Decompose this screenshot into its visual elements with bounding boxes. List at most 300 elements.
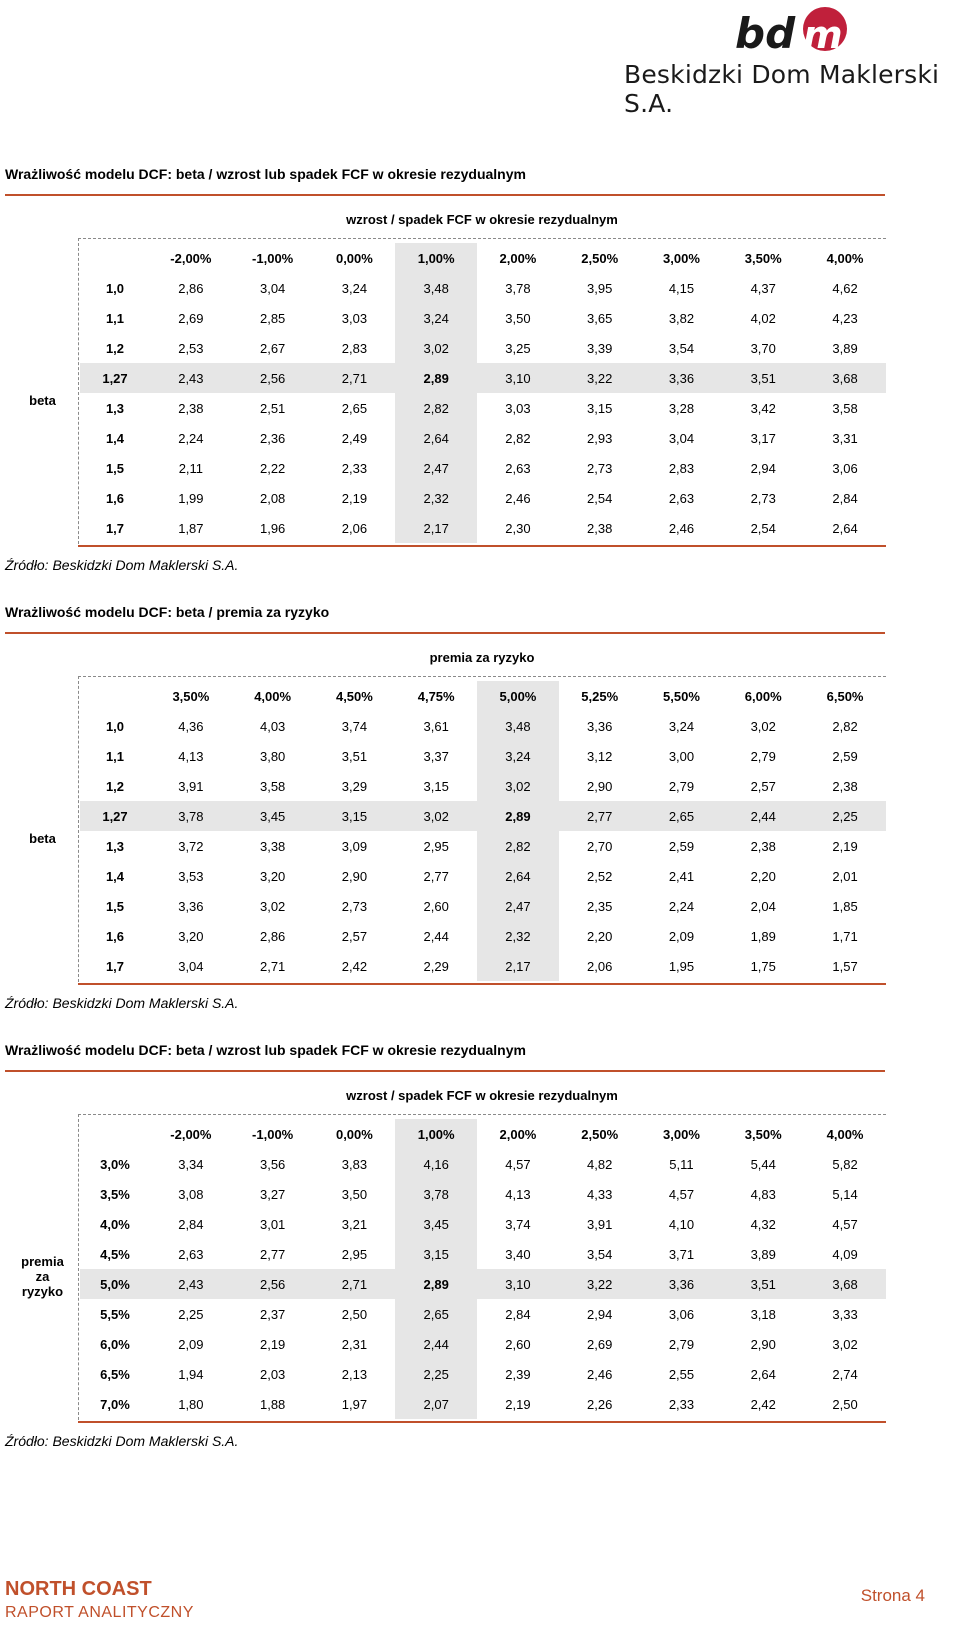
table-cell: 2,47 (395, 453, 477, 483)
column-header: 2,00% (499, 1126, 537, 1142)
bdm-logo (735, 4, 855, 56)
corner-cell (80, 1119, 150, 1149)
table-cell: 1,95 (668, 958, 695, 974)
row-label: 1,3 (105, 400, 125, 416)
table-row (80, 1269, 886, 1299)
row-label: 1,3 (105, 838, 125, 854)
table-cell: 3,20 (259, 868, 286, 884)
table-cell: 3,45 (232, 801, 314, 831)
table-cell: 3,54 (587, 1246, 613, 1262)
section-title: Wrażliwość modelu DCF: beta / wzrost lub spadek FCF w okresie rezydualnym (5, 1042, 526, 1058)
table-row (80, 741, 886, 771)
table-row (80, 363, 886, 393)
table-cell: 4,62 (832, 280, 858, 296)
table-header-row (80, 1119, 886, 1149)
table-cell: 3,65 (587, 310, 613, 326)
table-cell: 2,59 (832, 748, 858, 764)
column-axis-label: wzrost / spadek FCF w okresie rezydualnym (346, 212, 618, 227)
table-cell: 2,42 (341, 958, 368, 974)
section-title: Wrażliwość modelu DCF: beta / premia za ryzyko (5, 604, 330, 620)
table-cell: 3,09 (341, 838, 368, 854)
table-cell: 5,82 (832, 1156, 858, 1172)
title-rule (5, 194, 885, 196)
table-cell: 2,57 (750, 778, 776, 794)
row-label: 4,0% (100, 1216, 130, 1232)
row-axis-label: beta (29, 392, 56, 408)
table-cell: 3,51 (722, 363, 804, 393)
table-cell: 2,46 (587, 1366, 613, 1382)
table-cell: 2,82 (832, 718, 858, 734)
table-cell: 2,06 (341, 520, 368, 536)
row-label: 1,27 (80, 801, 150, 831)
table-cell: 2,70 (587, 838, 613, 854)
table-cell: 1,71 (832, 928, 858, 944)
table-cell: 4,36 (178, 718, 204, 734)
table-cell: 3,02 (832, 1336, 858, 1352)
table-cell: 3,68 (804, 1269, 886, 1299)
table-cell: 2,46 (505, 490, 531, 506)
table-cell: 4,57 (668, 1186, 695, 1202)
section-title: Wrażliwość modelu DCF: beta / wzrost lub spadek FCF w okresie rezydualnym (5, 166, 526, 182)
table-cell: 1,85 (832, 898, 858, 914)
table-cell: 1,96 (259, 520, 286, 536)
table-cell: 2,86 (259, 928, 286, 944)
table-cell: 2,08 (259, 490, 286, 506)
row-label: 1,5 (105, 460, 125, 476)
table-cell: 2,30 (505, 520, 531, 536)
table-cell: 3,03 (505, 400, 531, 416)
row-label: 1,6 (105, 928, 125, 944)
table-cell: 3,10 (477, 363, 559, 393)
table-cell: 2,25 (804, 801, 886, 831)
row-label: 1,5 (105, 898, 125, 914)
column-header: 6,50% (826, 688, 864, 704)
table-cell: 2,37 (259, 1306, 286, 1322)
table-cell: 4,09 (832, 1246, 858, 1262)
table-cell: 4,16 (395, 1149, 477, 1179)
table-cell: 3,02 (477, 771, 559, 801)
table-cell: 2,95 (341, 1246, 368, 1262)
table-cell: 3,02 (259, 898, 286, 914)
table-cell: 2,19 (341, 490, 368, 506)
table-cell: 2,79 (668, 778, 695, 794)
table-cell: 3,78 (395, 1179, 477, 1209)
table-cell: 3,20 (178, 928, 204, 944)
row-label: 1,27 (80, 363, 150, 393)
column-header: 2,00% (499, 250, 537, 266)
table-cell: 2,79 (668, 1336, 695, 1352)
table-cell: 2,43 (150, 363, 232, 393)
table-cell: 3,12 (587, 748, 613, 764)
table-cell: 2,38 (587, 520, 613, 536)
table-row (80, 393, 886, 423)
column-header: 2,50% (581, 1126, 619, 1142)
company-name: Beskidzki Dom Maklerski S.A. (624, 60, 940, 118)
table-cell: 1,57 (832, 958, 858, 974)
table-cell: 2,89 (477, 801, 559, 831)
table-cell: 3,40 (505, 1246, 531, 1262)
table-cell: 3,24 (395, 303, 477, 333)
table-cell: 2,69 (178, 310, 204, 326)
table-cell: 2,71 (314, 1269, 396, 1299)
table-cell: 2,77 (559, 801, 641, 831)
table-row (80, 513, 886, 543)
header-dashed-rule (78, 1114, 886, 1115)
table-cell: 3,15 (314, 801, 396, 831)
table-cell: 3,72 (178, 838, 204, 854)
table-bottom-rule (78, 1421, 886, 1423)
table-cell: 2,52 (587, 868, 613, 884)
table-cell: 2,83 (668, 460, 695, 476)
table-cell: 4,13 (178, 748, 204, 764)
table-cell: 3,02 (395, 801, 477, 831)
table-row (80, 891, 886, 921)
table-cell: 3,51 (341, 748, 368, 764)
table-cell: 5,44 (750, 1156, 776, 1172)
table-cell: 2,06 (587, 958, 613, 974)
table-cell: 3,58 (259, 778, 286, 794)
row-label: 1,1 (105, 748, 125, 764)
table-cell: 2,29 (423, 958, 449, 974)
table-cell: 2,07 (395, 1389, 477, 1419)
table-cell: 2,32 (395, 483, 477, 513)
row-label: 3,5% (100, 1186, 130, 1202)
column-header: 4,50% (335, 688, 373, 704)
table-cell: 4,10 (668, 1216, 695, 1232)
table-cell: 2,44 (722, 801, 804, 831)
table-cell: 3,27 (259, 1186, 286, 1202)
row-label: 1,1 (105, 310, 125, 326)
table-cell: 2,01 (832, 868, 858, 884)
table-cell: 2,82 (395, 393, 477, 423)
column-header: -2,00% (170, 1126, 212, 1142)
table-cell: 3,15 (587, 400, 613, 416)
table-cell: 4,15 (668, 280, 695, 296)
table-cell: 3,02 (395, 333, 477, 363)
table-cell: 4,03 (259, 718, 286, 734)
table-cell: 2,39 (505, 1366, 531, 1382)
table-cell: 2,60 (505, 1336, 531, 1352)
column-header: 5,50% (663, 688, 700, 704)
table-cell: 3,51 (722, 1269, 804, 1299)
table-cell: 3,89 (750, 1246, 776, 1262)
table-cell: 2,41 (668, 868, 695, 884)
left-dashed-rule (78, 676, 79, 982)
table-cell: 3,53 (178, 868, 204, 884)
table-cell: 2,71 (314, 363, 396, 393)
table-cell: 3,70 (750, 340, 776, 356)
table-row (80, 423, 886, 453)
table-cell: 2,42 (750, 1396, 776, 1412)
table-cell: 3,36 (587, 718, 613, 734)
table-cell: 3,89 (832, 340, 858, 356)
table-cell: 2,82 (477, 831, 559, 861)
row-axis-label (5, 1254, 80, 1299)
source-note: Źródło: Beskidzki Dom Maklerski S.A. (5, 557, 239, 573)
table-row (80, 1179, 886, 1209)
column-header: 5,00% (477, 681, 559, 711)
table-cell: 3,82 (668, 310, 695, 326)
row-label: 3,0% (100, 1156, 130, 1172)
table-row (80, 333, 886, 363)
table-cell: 2,20 (587, 928, 613, 944)
table-cell: 2,04 (750, 898, 776, 914)
table-cell: 2,64 (832, 520, 858, 536)
table-cell: 4,32 (750, 1216, 776, 1232)
table-row (80, 1149, 886, 1179)
column-header: -1,00% (252, 250, 294, 266)
table-cell: 2,47 (477, 891, 559, 921)
table-cell: 1,80 (178, 1396, 204, 1412)
table-cell: 2,63 (668, 490, 695, 506)
table-cell: 2,56 (232, 363, 314, 393)
table-cell: 3,33 (832, 1306, 858, 1322)
table-cell: 3,15 (423, 778, 449, 794)
table-cell: 3,17 (750, 430, 776, 446)
table-cell: 2,85 (259, 310, 286, 326)
table-row (80, 831, 886, 861)
footer-subtitle: RAPORT ANALITYCZNY (5, 1604, 194, 1621)
table-cell: 2,54 (750, 520, 776, 536)
table-cell: 4,02 (750, 310, 776, 326)
table-cell: 2,65 (641, 801, 723, 831)
svg-text:m: m (803, 13, 843, 56)
row-axis-word: premia (21, 1253, 64, 1269)
sensitivity-table (80, 681, 886, 981)
table-cell: 2,17 (477, 951, 559, 981)
row-label: 1,7 (105, 958, 125, 974)
column-header: 3,00% (663, 1126, 700, 1142)
title-rule (5, 632, 885, 634)
table-cell: 3,06 (832, 460, 858, 476)
table-cell: 3,04 (668, 430, 695, 446)
table-row (80, 951, 886, 981)
table-cell: 2,69 (587, 1336, 613, 1352)
table-cell: 3,83 (341, 1156, 368, 1172)
table-cell: 2,63 (178, 1246, 204, 1262)
table-cell: 3,68 (804, 363, 886, 393)
section-sensitivity-3 (0, 1042, 960, 1462)
table-cell: 3,03 (341, 310, 368, 326)
table-cell: 3,48 (395, 273, 477, 303)
table-cell: 3,31 (832, 430, 858, 446)
title-rule (5, 1070, 885, 1072)
table-cell: 2,17 (395, 513, 477, 543)
table-cell: 2,50 (341, 1306, 368, 1322)
table-cell: 2,19 (259, 1336, 286, 1352)
table-cell: 2,19 (832, 838, 858, 854)
table-cell: 3,36 (641, 1269, 723, 1299)
table-cell: 2,09 (668, 928, 695, 944)
table-cell: 2,95 (423, 838, 449, 854)
table-cell: 2,51 (259, 400, 286, 416)
table-cell: 2,77 (259, 1246, 286, 1262)
table-cell: 2,50 (832, 1396, 858, 1412)
table-cell: 3,22 (559, 1269, 641, 1299)
column-header: 2,50% (581, 250, 619, 266)
table-row (80, 921, 886, 951)
table-cell: 2,94 (587, 1306, 613, 1322)
table-cell: 3,50 (341, 1186, 368, 1202)
table-cell: 3,25 (505, 340, 531, 356)
table-cell: 2,90 (587, 778, 613, 794)
table-bottom-rule (78, 545, 886, 547)
table-cell: 2,53 (178, 340, 204, 356)
table-cell: 1,88 (259, 1396, 286, 1412)
row-label: 1,2 (105, 778, 125, 794)
table-cell: 3,24 (341, 280, 368, 296)
table-cell: 2,84 (178, 1216, 204, 1232)
table-cell: 4,13 (505, 1186, 531, 1202)
table-cell: 3,45 (395, 1209, 477, 1239)
table-cell: 3,54 (668, 340, 695, 356)
table-row (80, 273, 886, 303)
source-note: Źródło: Beskidzki Dom Maklerski S.A. (5, 1433, 239, 1449)
row-label: 7,0% (100, 1396, 130, 1412)
row-label: 4,5% (100, 1246, 130, 1262)
table-cell: 3,36 (641, 363, 723, 393)
table-cell: 3,58 (832, 400, 858, 416)
sensitivity-table (80, 1119, 886, 1419)
table-cell: 2,20 (750, 868, 776, 884)
table-cell: 2,86 (178, 280, 204, 296)
table-cell: 3,06 (668, 1306, 695, 1322)
table-cell: 2,63 (505, 460, 531, 476)
table-cell: 2,35 (587, 898, 613, 914)
table-cell: 2,26 (587, 1396, 613, 1412)
table-cell: 3,29 (341, 778, 368, 794)
table-row (80, 453, 886, 483)
table-cell: 2,19 (505, 1396, 531, 1412)
row-label: 1,4 (105, 430, 125, 446)
table-cell: 3,74 (341, 718, 368, 734)
table-cell: 3,91 (178, 778, 204, 794)
table-cell: 2,59 (668, 838, 695, 854)
table-cell: 3,01 (259, 1216, 286, 1232)
table-cell: 2,90 (341, 868, 368, 884)
table-cell: 4,33 (587, 1186, 613, 1202)
table-cell: 2,89 (395, 1269, 477, 1299)
table-cell: 2,38 (832, 778, 858, 794)
table-cell: 4,82 (587, 1156, 613, 1172)
table-cell: 2,84 (505, 1306, 531, 1322)
table-cell: 3,18 (750, 1306, 776, 1322)
table-row (80, 1299, 886, 1329)
table-row (80, 771, 886, 801)
table-cell: 2,38 (178, 400, 204, 416)
table-cell: 2,33 (341, 460, 368, 476)
table-cell: 2,33 (668, 1396, 695, 1412)
table-cell: 2,89 (395, 363, 477, 393)
row-axis-label: beta (29, 830, 56, 846)
corner-cell (80, 681, 150, 711)
table-cell: 3,74 (505, 1216, 531, 1232)
table-cell: 2,90 (750, 1336, 776, 1352)
column-header: 6,00% (744, 688, 782, 704)
table-cell: 3,80 (259, 748, 286, 764)
table-cell: 1,89 (750, 928, 776, 944)
column-header: 1,00% (395, 1119, 477, 1149)
table-cell: 2,54 (587, 490, 613, 506)
row-label: 1,4 (105, 868, 125, 884)
table-cell: 3,34 (178, 1156, 204, 1172)
table-cell: 3,50 (505, 310, 531, 326)
table-cell: 2,74 (832, 1366, 858, 1382)
row-label: 1,6 (105, 490, 125, 506)
table-cell: 2,43 (150, 1269, 232, 1299)
footer-brand: NORTH COAST (5, 1578, 152, 1600)
header-dashed-rule (78, 676, 886, 677)
table-cell: 3,39 (587, 340, 613, 356)
table-cell: 2,13 (341, 1366, 368, 1382)
table-cell: 2,03 (259, 1366, 286, 1382)
table-cell: 3,00 (668, 748, 695, 764)
table-row (80, 1359, 886, 1389)
table-cell: 2,44 (423, 928, 449, 944)
table-cell: 2,64 (477, 861, 559, 891)
section-sensitivity-1 (0, 166, 960, 586)
table-row (80, 711, 886, 741)
table-cell: 3,02 (750, 718, 776, 734)
table-row (80, 861, 886, 891)
table-cell: 2,77 (423, 868, 449, 884)
table-cell: 1,99 (178, 490, 204, 506)
table-cell: 1,75 (750, 958, 776, 974)
row-axis-word: za (35, 1268, 50, 1284)
table-cell: 2,25 (395, 1359, 477, 1389)
table-cell: 3,42 (750, 400, 776, 416)
table-row (80, 1389, 886, 1419)
table-row (80, 801, 886, 831)
table-cell: 3,15 (395, 1239, 477, 1269)
table-cell: 2,36 (259, 430, 286, 446)
table-header-row (80, 681, 886, 711)
table-cell: 2,64 (395, 423, 477, 453)
table-cell: 2,71 (259, 958, 286, 974)
table-cell: 2,73 (750, 490, 776, 506)
column-header: 1,00% (395, 243, 477, 273)
table-cell: 2,65 (395, 1299, 477, 1329)
table-cell: 2,38 (750, 838, 776, 854)
table-row (80, 483, 886, 513)
table-cell: 2,31 (341, 1336, 368, 1352)
table-cell: 2,82 (505, 430, 531, 446)
page-number: Strona 4 (860, 1586, 925, 1605)
column-header: 0,00% (335, 1126, 373, 1142)
table-cell: 1,94 (178, 1366, 204, 1382)
table-cell: 4,37 (750, 280, 776, 296)
table-cell: 2,73 (341, 898, 368, 914)
column-header: 3,50% (744, 1126, 782, 1142)
table-cell: 3,22 (559, 363, 641, 393)
column-header: 4,75% (417, 688, 455, 704)
table-row (80, 1209, 886, 1239)
table-cell: 4,57 (505, 1156, 531, 1172)
row-axis-word: ryzyko (21, 1283, 64, 1299)
column-header: 3,50% (744, 250, 782, 266)
table-cell: 2,32 (477, 921, 559, 951)
column-header: -1,00% (252, 1126, 294, 1142)
table-cell: 1,87 (178, 520, 204, 536)
column-header: 3,00% (663, 250, 700, 266)
table-cell: 2,64 (750, 1366, 776, 1382)
column-header: 4,00% (826, 250, 864, 266)
source-note: Źródło: Beskidzki Dom Maklerski S.A. (5, 995, 239, 1011)
table-cell: 2,65 (341, 400, 368, 416)
table-row (80, 1329, 886, 1359)
table-cell: 3,28 (668, 400, 695, 416)
table-cell: 2,24 (668, 898, 695, 914)
